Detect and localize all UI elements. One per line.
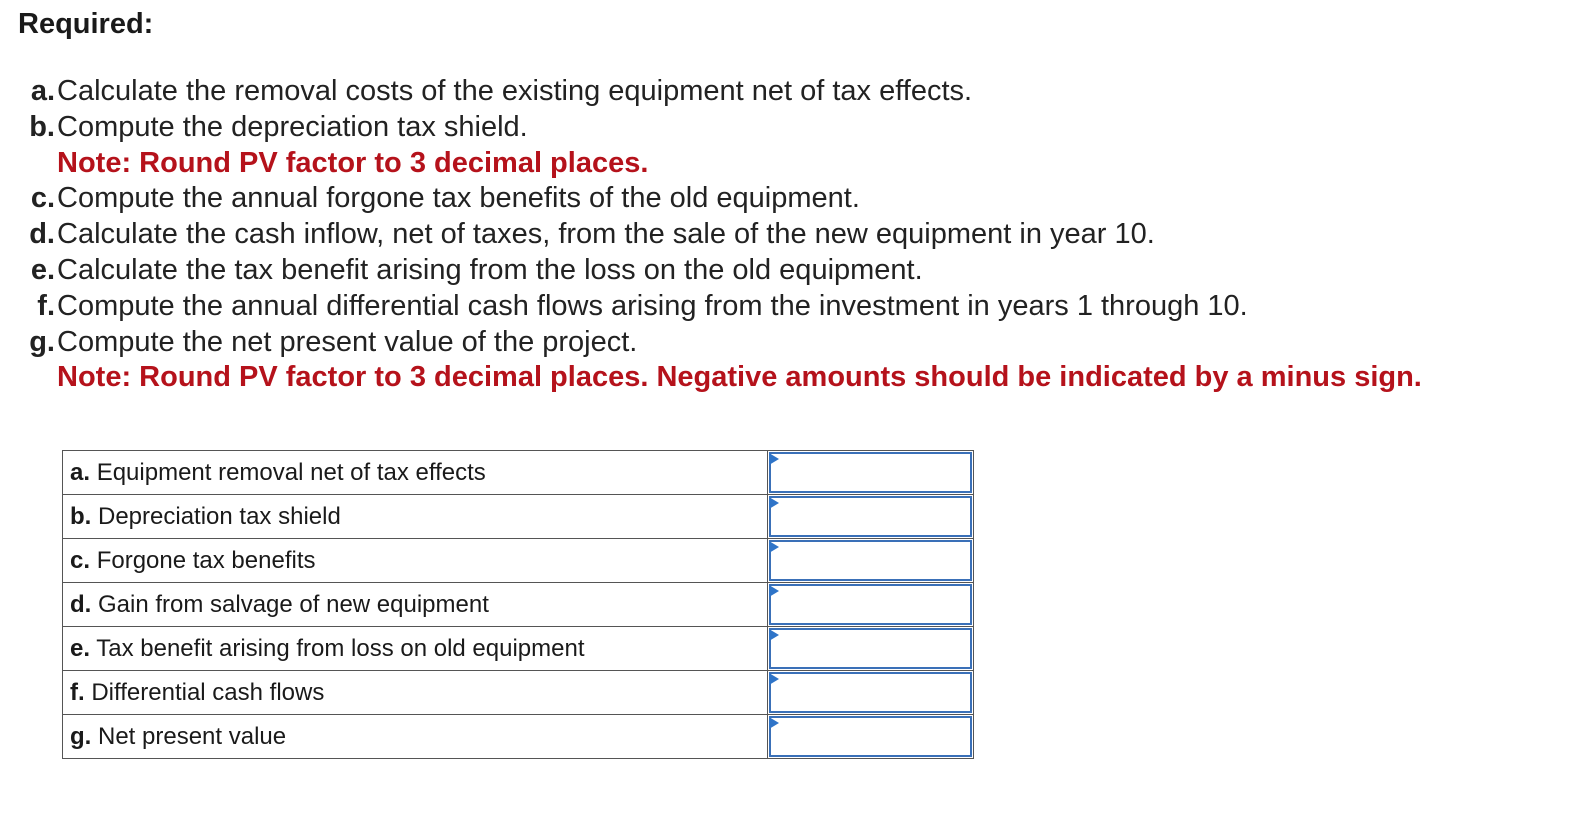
input-flag-icon [769, 673, 779, 685]
row-label [63, 583, 768, 627]
table-row [63, 495, 974, 539]
requirement-text: Compute the annual differential cash flows arising from the investment in years 1 through 10. [57, 289, 1248, 322]
answer-cell [768, 715, 974, 759]
answer-input-box [769, 584, 972, 625]
requirement-d [20, 217, 1422, 253]
depreciation-tax-shield-input[interactable] [771, 498, 970, 535]
requirement-f [20, 289, 1422, 325]
answer-cell [768, 627, 974, 671]
requirement-text: Compute the depreciation tax shield. [57, 110, 528, 143]
rounding-note: Note: Round PV factor to 3 decimal places. Negative amounts should be indicated by a minus sign. [57, 361, 1422, 394]
requirement-letter: e. [30, 253, 55, 286]
answer-cell [768, 495, 974, 539]
requirement-text: Compute the annual forgone tax benefits of the old equipment. [57, 182, 860, 215]
table-row [63, 539, 974, 583]
input-flag-icon [769, 453, 779, 465]
row-label-text: Equipment removal net of tax effects [96, 458, 486, 486]
table-row [63, 583, 974, 627]
requirement-letter: f. [37, 289, 55, 322]
row-letter: f. [70, 678, 85, 706]
row-letter: a. [70, 458, 91, 486]
answer-table [62, 450, 974, 759]
row-label-text: Differential cash flows [91, 678, 325, 706]
forgone-tax-benefits-input[interactable] [771, 542, 970, 579]
requirement-letter: c. [30, 182, 55, 215]
table-row [63, 627, 974, 671]
row-label-text: Depreciation tax shield [98, 502, 341, 530]
row-label-text: Net present value [98, 722, 287, 750]
requirement-a [20, 74, 1422, 110]
row-letter: b. [70, 502, 92, 530]
row-letter: e. [70, 634, 91, 662]
requirement-text: Calculate the tax benefit arising from the loss on the old equipment. [57, 253, 923, 286]
requirements-list [20, 74, 1422, 396]
input-flag-icon [769, 541, 779, 553]
rounding-note: Note: Round PV factor to 3 decimal places. [57, 146, 649, 179]
table-row [63, 451, 974, 495]
differential-cash-flows-input[interactable] [771, 674, 970, 711]
input-flag-icon [769, 497, 779, 509]
page-title: Required: [18, 8, 154, 40]
answer-cell [768, 539, 974, 583]
row-letter: d. [70, 590, 92, 618]
row-letter: g. [70, 722, 92, 750]
net-present-value-input[interactable] [771, 718, 970, 755]
row-label [63, 451, 768, 495]
row-letter: c. [70, 546, 91, 574]
input-flag-icon [769, 585, 779, 597]
table-row [63, 715, 974, 759]
loss-tax-benefit-input[interactable] [771, 630, 970, 667]
row-label [63, 671, 768, 715]
answer-input-box [769, 452, 972, 493]
requirement-letter: d. [29, 218, 55, 251]
requirement-letter: g. [29, 325, 55, 358]
row-label-text: Gain from salvage of new equipment [98, 590, 489, 618]
table-row [63, 671, 974, 715]
answer-input-box [769, 628, 972, 669]
input-flag-icon [769, 629, 779, 641]
row-label [63, 495, 768, 539]
answer-input-box [769, 496, 972, 537]
salvage-gain-input[interactable] [771, 586, 970, 623]
requirement-g-note [20, 360, 1422, 396]
requirement-c [20, 181, 1422, 217]
requirement-text: Calculate the cash inflow, net of taxes, from the sale of the new equipment in year 10. [57, 218, 1155, 251]
row-label-text: Forgone tax benefits [96, 546, 316, 574]
requirement-e [20, 253, 1422, 289]
requirement-b [20, 110, 1422, 146]
requirement-text: Calculate the removal costs of the existing equipment net of tax effects. [57, 75, 973, 107]
requirement-text: Compute the net present value of the project. [57, 325, 638, 358]
answer-input-box [769, 540, 972, 581]
requirement-g [20, 325, 1422, 361]
requirement-b-note [20, 146, 1422, 182]
row-label-text: Tax benefit arising from loss on old equipment [96, 634, 585, 662]
row-label [63, 539, 768, 583]
answer-cell [768, 583, 974, 627]
row-label [63, 627, 768, 671]
answer-cell [768, 451, 974, 495]
requirement-letter: a. [30, 75, 55, 107]
answer-input-box [769, 672, 972, 713]
row-label [63, 715, 768, 759]
equipment-removal-input[interactable] [771, 454, 970, 491]
requirement-letter: b. [29, 110, 55, 143]
input-flag-icon [769, 717, 779, 729]
answer-cell [768, 671, 974, 715]
answer-input-box [769, 716, 972, 757]
